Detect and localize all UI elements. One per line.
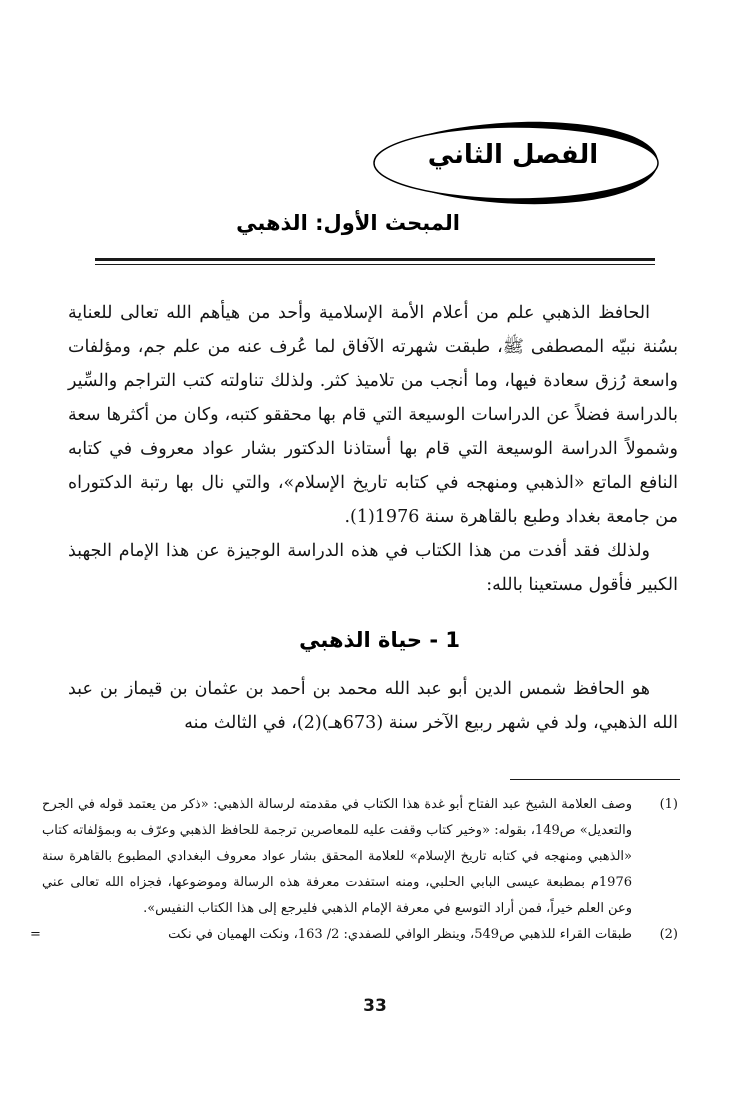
- footnote-text: طبقات القراء للذهبي ص549، وينظر الوافي للصفدي: 2/ 163، ونكت الهميان في نكت: [168, 927, 632, 942]
- footnote-number: (1): [659, 797, 678, 812]
- footnote-number: (2): [659, 927, 678, 942]
- footnote-text: وصف العلامة الشيخ عبد الفتاح أبو غدة هذا الكتاب في مقدمته لرسالة الذهبي: «ذكر من يعتمد قوله في الجرح والتعديل» ص149، بقوله: «وخير كتاب وقفت عليه للمعاصرين ترجمة للحافظ الذهبي وعرّف به وبمؤلفاته كتاب «الذهبي ومنهجه في كتابه تاريخ الإسلام» للعلامة المحقق بشار عواد معروف البغدادي المطبوع بالقاهرة سنة 1976م بمطبعة عيسى البابي الحلبي، ومنه استفدت معرفة هذه الرسالة وموضوعها، فجزاه الله تعالى عني وعن العلم خيراً، فمن أراد التوسع في معرفة الإمام الذهبي فليرجع إلى هذا الكتاب النفيس».: [42, 797, 633, 916]
- section-title: المبحث الأول: الذهبي: [236, 211, 460, 235]
- footnote: [42, 792, 678, 922]
- chapter-title-frame: [366, 118, 660, 208]
- paragraph-text: الحافظ الذهبي علم من أعلام الأمة الإسلامية وأحد من هيأهم الله تعالى للعناية بسُنة نبيّه المصطفى ﷺ، طبقت شهرته الآفاق لما عُرف عنه من علم جم، ومؤلفات واسعة رُزق سعادة فيها، وما أنجب من تلاميذ كثر. ولذلك تناولته كتب التراجم والسِّير بالدراسة فضلاً عن الدراسات الوسيعة التي قام بها محققو كتبه، وكان من أكثرها سعة وشمولاً الدراسة الوسيعة التي قام بها أستاذنا الدكتور بشار عواد معروف في كتابه النافع الماتع «الذهبي ومنهجه في كتابه تاريخ الإسلام»، والتي نال بها رتبة الدكتوراه من جامعة بغداد وطبع بالقاهرة سنة 1976(1).: [68, 303, 678, 527]
- paragraph-intro: [68, 296, 678, 534]
- subheading-life: 1 - حياة الذهبي: [299, 628, 460, 652]
- footnote-separator: [510, 779, 680, 780]
- paragraph-text: ولذلك فقد أفدت من هذا الكتاب في هذه الدراسة الوجيزة عن هذا الإمام الجهبذ الكبير فأقول مستعينا بالله:: [68, 541, 678, 595]
- section-divider-thick: [95, 258, 655, 261]
- footnote: [30, 922, 678, 948]
- section-divider-thin: [95, 264, 655, 265]
- footnote-continuation-mark: =: [30, 927, 41, 942]
- page-number: 33: [363, 996, 387, 1016]
- paragraph-text: هو الحافظ شمس الدين أبو عبد الله محمد بن أحمد بن عثمان بن قيماز بن عبد الله الذهبي، ولد في شهر ربيع الآخر سنة (673هـ)(2)، في الثالث منه: [68, 679, 678, 733]
- paragraph-transition: [68, 534, 678, 602]
- chapter-title: الفصل الثاني: [427, 140, 599, 170]
- footnotes: [30, 792, 678, 948]
- paragraph-life: [68, 672, 678, 740]
